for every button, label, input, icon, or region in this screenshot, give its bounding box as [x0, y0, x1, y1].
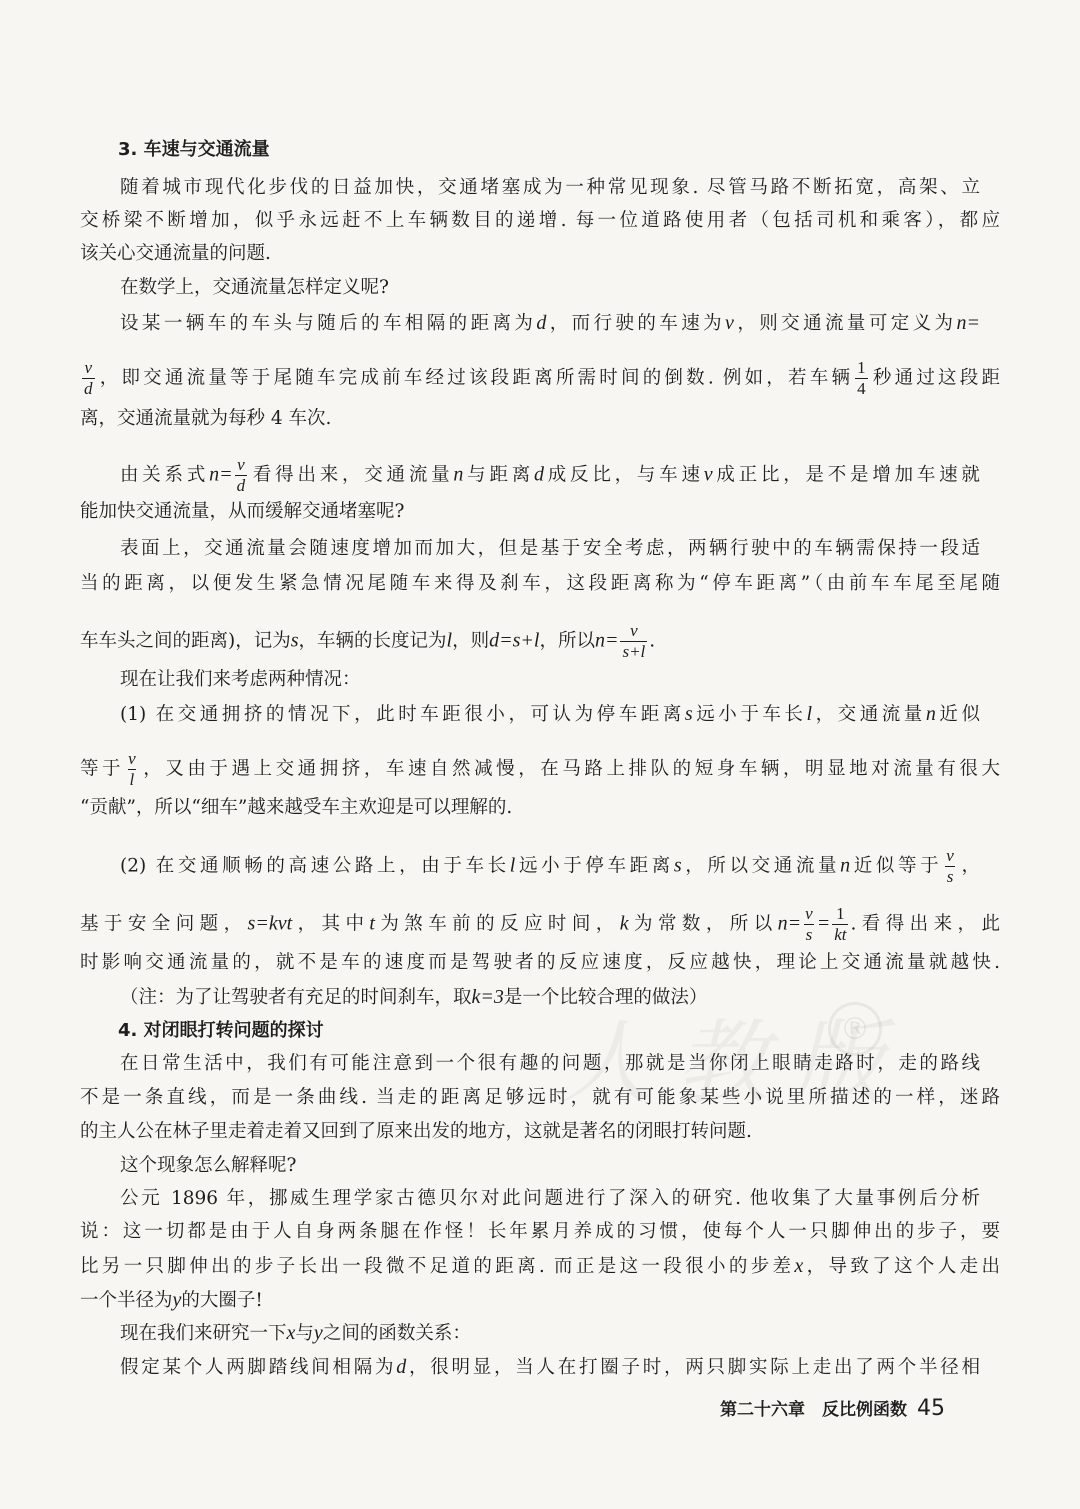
registered-mark-icon: ®: [828, 1002, 882, 1056]
paragraph-line: 一个半径为y的大圈子!: [80, 1289, 263, 1311]
section-4-title: 4. 对闭眼打转问题的探讨: [118, 1020, 324, 1041]
fraction-v-over-d: $\frac{v}{d}$: [84, 358, 93, 398]
fraction-v-over-s-plus-l: $\frac{v}{s+l}$: [622, 621, 646, 661]
paragraph-line: 交桥梁不断增加，似乎永远赶不上车辆数目的递增. 每一位道路使用者（包括司机和乘客），都应: [80, 210, 1000, 231]
paragraph-line: 由关系式n= $\frac{v}{d}$ 看得出来，交通流量n与距离d成反比，与车速v成正比，是不是增加车速就: [120, 455, 980, 495]
paragraph-line: 当的距离，以便发生紧急情况尾随车来得及刹车，这段距离称为“停车距离”（由前车车尾至尾随: [80, 573, 1000, 594]
fraction-v-over-l: $\frac{v}{l}$: [128, 749, 136, 789]
section-3-title: 3. 车速与交通流量: [118, 139, 270, 160]
paragraph-line: 表面上，交通流量会随速度增加而加大，但是基于安全考虑，两辆行驶中的车辆需保持一段适: [120, 538, 980, 559]
paragraph-line: 该关心交通流量的问题.: [80, 243, 271, 264]
paragraph-line: 等于 $\frac{v}{l}$ ，又由于遇上交通拥挤，车速自然减慢，在马路上排队的短身车辆，明显地对流量有很大: [80, 749, 1000, 789]
paragraph-line: 设某一辆车的车头与随后的车相隔的距离为d，而行驶的车速为v，则交通流量可定义为n=: [120, 312, 980, 334]
paragraph-line: (1) 在交通拥挤的情况下，此时车距很小，可认为停车距离s远小于车长l，交通流量n近似: [120, 703, 980, 725]
paragraph-line: 在日常生活中，我们有可能注意到一个很有趣的问题，那就是当你闭上眼睛走路时，走的路线: [120, 1053, 980, 1074]
paragraph-line: 在数学上，交通流量怎样定义呢?: [120, 277, 389, 298]
paragraph-line: (2) 在交通顺畅的高速公路上，由于车长l远小于停车距离s，所以交通流量n近似等于 $\frac{v}{s}$ ，: [120, 846, 980, 886]
paragraph-line: 现在让我们来考虑两种情况：: [120, 669, 361, 690]
paragraph-line: 离，交通流量就为每秒 4 车次.: [80, 408, 332, 429]
page-number: 45: [917, 1396, 945, 1421]
fraction-one-quarter: $\frac{1}{4}$: [857, 358, 866, 398]
fraction-v-over-s: $\frac{v}{s}$: [946, 846, 954, 886]
page-footer: [720, 1395, 945, 1421]
paragraph-line: 时影响交通流量的，就不是车的速度而是驾驶者的反应速度，反应越快，理论上交通流量就越快.: [80, 952, 1000, 973]
paragraph-line: 能加快交通流量，从而缓解交通堵塞呢?: [80, 501, 405, 522]
paragraph-line: 比另一只脚伸出的步子长出一段微不足道的距离. 而正是这一段很小的步差x，导致了这个人走出: [80, 1255, 1000, 1277]
note-line: （注：为了让驾驶者有充足的时间刹车，取k=3是一个比较合理的做法）: [120, 986, 708, 1008]
paragraph-line: 假定某个人两脚踏线间相隔为d，很明显，当人在打圈子时，两只脚实际上走出了两个半径相: [120, 1356, 980, 1378]
fraction-v-over-s: $\frac{v}{s}$: [805, 904, 813, 944]
paragraph-line: 车车头之间的距离)，记为s，车辆的长度记为l，则d=s+l，所以n= $\frac{v}{s+l}$ .: [80, 621, 656, 661]
paragraph-line: 说：这一切都是由于人自身两条腿在作怪！长年累月养成的习惯，使每个人一只脚伸出的步子，要: [80, 1221, 1000, 1242]
fraction-v-over-d: $\frac{v}{d}$: [236, 455, 246, 495]
paragraph-line: 基于安全问题，s=kvt，其中t为煞车前的反应时间，k为常数，所以n= $\frac{v}{s}$ = $\frac{1}{kt}$ .看得出来，此: [80, 904, 1000, 944]
paragraph-line: 现在我们来研究一下x与y之间的函数关系：: [120, 1322, 471, 1344]
paragraph-line: $\frac{v}{d}$ ，即交通流量等于尾随车完成前车经过该段距离所需时间的倒数. 例如，若车辆 $\frac{1}{4}$ 秒通过这段距: [84, 358, 1000, 398]
fraction-one-over-kt: $\frac{1}{kt}$: [834, 904, 847, 944]
chapter-title: 第二十六章 反比例函数: [720, 1400, 907, 1420]
paragraph-line: 的主人公在林子里走着走着又回到了原来出发的地方，这就是著名的闭眼打转问题.: [80, 1121, 752, 1142]
paragraph-line: 这个现象怎么解释呢?: [120, 1155, 297, 1176]
paragraph-line: 不是一条直线，而是一条曲线. 当走的距离足够远时，就有可能象某些小说里所描述的一样，迷路: [80, 1087, 1000, 1108]
paragraph-line: “贡献”，所以“细车”越来越受车主欢迎是可以理解的.: [80, 797, 513, 818]
paragraph-line: 随着城市现代化步伐的日益加快，交通堵塞成为一种常见现象. 尽管马路不断拓宽，高架、立: [120, 177, 980, 198]
paragraph-line: 公元 1896 年，挪威生理学家古德贝尔对此问题进行了深入的研究. 他收集了大量事例后分析: [120, 1188, 980, 1209]
